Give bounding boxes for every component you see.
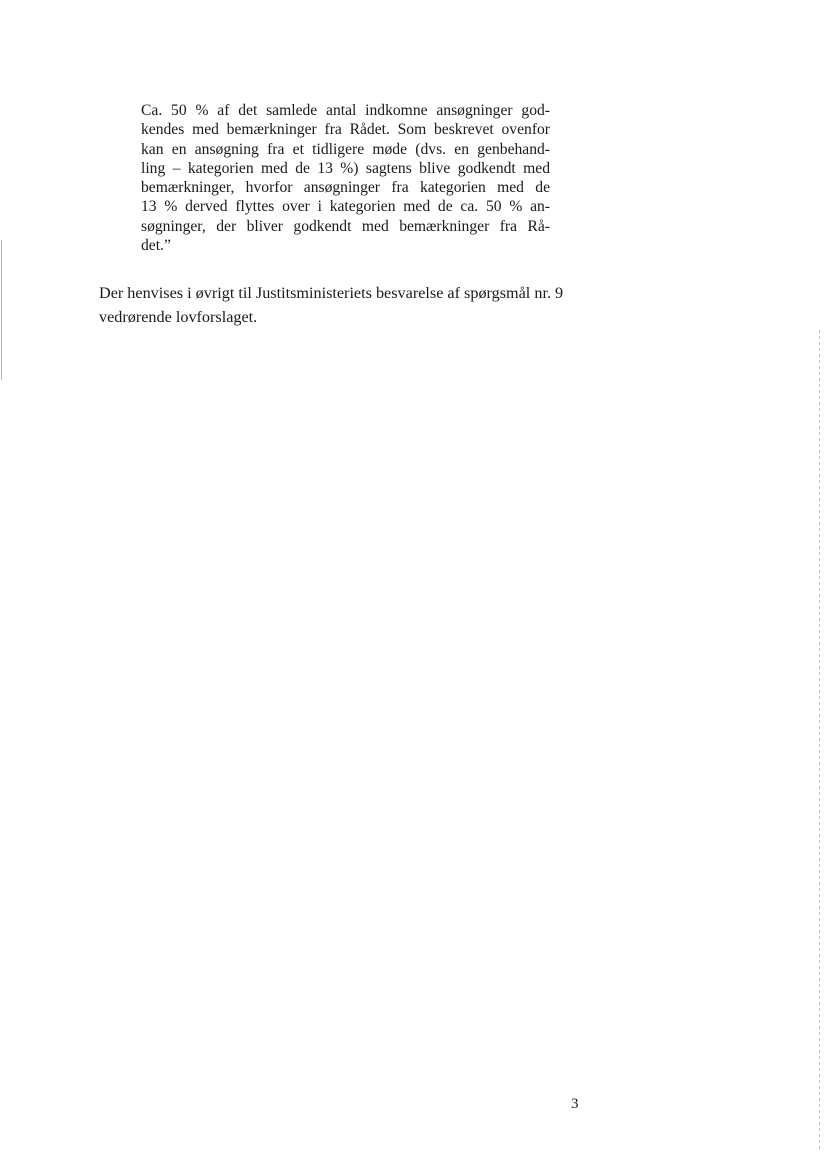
quote-line: søgninger, der bliver godkendt med bemærkninger fra Rå- xyxy=(141,217,550,235)
quote-line: ling – kategorien med de 13 %) sagtens blive godkendt med xyxy=(141,159,550,177)
quote-line: 13 % derved flyttes over i kategorien med de ca. 50 % an- xyxy=(141,198,550,216)
scan-edge-mark-right xyxy=(819,330,820,1150)
quote-line: kendes med bemærkninger fra Rådet. Som beskrevet ovenfor xyxy=(141,121,550,139)
quote-line: kan en ansøgning fra et tidligere møde (dvs. en genbehand- xyxy=(141,140,550,158)
scan-edge-mark-left xyxy=(1,240,2,380)
paragraph-line: vedrørende lovforslaget. xyxy=(99,307,258,326)
body-paragraph xyxy=(99,282,599,329)
block-quote xyxy=(141,101,550,255)
quote-line: bemærkninger, hvorfor ansøgninger fra kategorien med de xyxy=(141,179,550,197)
paragraph-line: Der henvises i øvrigt til Justitsministeriets besvarelse af spørgsmål nr. 9 xyxy=(99,284,564,302)
quote-line: det.” xyxy=(141,237,171,255)
page-number: 3 xyxy=(571,1096,579,1112)
quote-line: Ca. 50 % af det samlede antal indkomne ansøgninger god- xyxy=(141,102,550,119)
